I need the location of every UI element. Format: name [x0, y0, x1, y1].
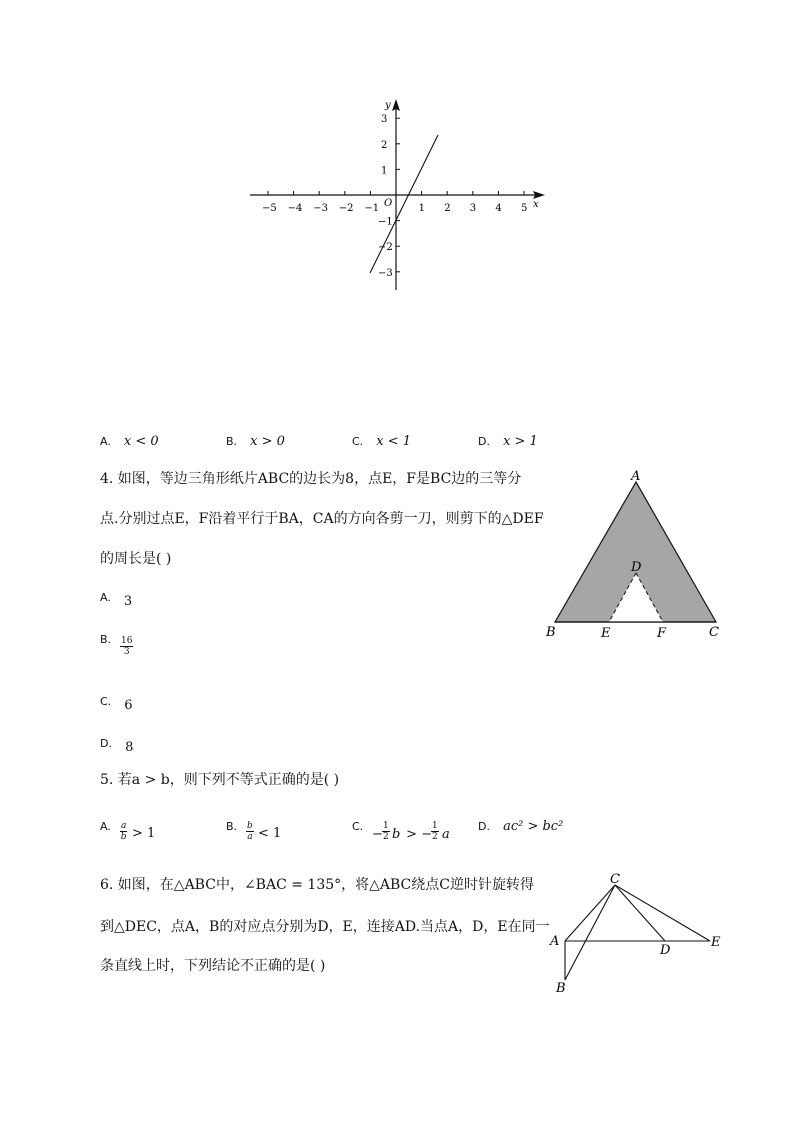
segment-ce [615, 885, 710, 941]
y-tick-label: −3 [378, 267, 393, 279]
fraction-16-3: $\frac{16}{3}$ [121, 636, 133, 657]
x-tick-label: 1 [418, 203, 425, 214]
y-axis-label: y [385, 100, 391, 111]
y-tick-label: −2 [378, 242, 393, 254]
y-tick-label: 3 [381, 114, 388, 126]
point-d-label: D [660, 943, 671, 958]
point-c-label: C [610, 872, 620, 887]
x-tick-label: −1 [364, 203, 380, 214]
fraction-b-a: $\frac{b}{a}$ [247, 821, 253, 842]
fraction-half-left: $\frac{1}{2}$ [383, 821, 389, 842]
segment-cd [615, 885, 665, 941]
point-a-label: A [631, 469, 641, 484]
x-tick-label: −3 [313, 203, 328, 214]
q4-option-a[interactable]: A. $_3$ [100, 591, 133, 609]
y-tick-label: 1 [381, 165, 388, 177]
q4-option-b[interactable]: B. $\frac{16}{3}$ [100, 633, 133, 657]
point-d-label: D [631, 560, 642, 575]
point-c-label: C [709, 625, 719, 640]
q6-stem-line3: 条直线上时，下列结论不正确的是( ) [100, 958, 326, 974]
q6-stem-line1: 6. 如图，在△ABC中，∠BAC = 135°，将△ABC绕点C逆时针旋转得 [100, 877, 534, 893]
point-f-label: F [657, 626, 667, 641]
origin-label: O [384, 198, 393, 209]
point-a-label: A [550, 934, 560, 949]
q4-stem-line2: 点.分别过点E，F沿着平行于BA，CA的方向各剪一刀，则剪下的△DEF [100, 511, 544, 527]
x-tick-label: −5 [262, 203, 277, 214]
point-b-label: B [556, 981, 566, 996]
q5-option-d[interactable]: D. ac² > bc² [478, 819, 564, 834]
q3-option-c[interactable]: C. x < 1 [352, 434, 412, 449]
q5-option-c[interactable]: C. − $\frac{1}{2}$ b > − $\frac{1}{2}$ a [352, 820, 450, 842]
x-tick-label: 4 [495, 203, 502, 214]
point-e-label: E [601, 626, 611, 641]
x-tick-label: 5 [521, 203, 528, 214]
coordinate-graph [245, 95, 555, 295]
q6-stem-line2: 到△DEC，点A，B的对应点分别为D，E，连接AD.当点A，D，E在同一 [100, 919, 550, 935]
point-b-label: B [546, 625, 556, 640]
q6-rotation-figure [545, 870, 730, 1000]
x-axis-label: x [533, 199, 539, 210]
q3-option-d[interactable]: D. x > 1 [478, 434, 538, 449]
q3-option-b[interactable]: B. x > 0 [226, 434, 285, 449]
q4-triangle-figure [540, 465, 730, 645]
q5-option-a[interactable]: A. $\frac{a}{b}$ > 1 [100, 820, 156, 842]
x-tick-label: −2 [338, 203, 354, 214]
fraction-half-right: $\frac{1}{2}$ [432, 821, 438, 842]
q4-stem-line3: 的周长是( ) [100, 551, 172, 567]
q5-option-b[interactable]: B. $\frac{b}{a}$ < 1 [226, 820, 282, 842]
q3-option-a[interactable]: A. x < 0 [100, 434, 159, 449]
x-tick-label: 2 [444, 203, 451, 214]
q4-stem-line1: 4. 如图，等边三角形纸片ABC的边长为8，点E，F是BC边的三等分 [100, 471, 522, 487]
y-tick-label: 2 [381, 139, 388, 151]
x-tick-label: −4 [287, 203, 303, 214]
q5-stem: 5. 若a > b，则下列不等式正确的是( ) [100, 772, 340, 788]
x-tick-label: 3 [469, 203, 477, 214]
fraction-a-b: $\frac{a}{b}$ [120, 821, 127, 842]
y-tick-label: −1 [378, 216, 393, 228]
q4-option-c[interactable]: C. $_6$ [100, 695, 133, 713]
point-e-label: E [711, 935, 721, 950]
q4-option-d[interactable]: D. $_8$ [100, 737, 134, 755]
